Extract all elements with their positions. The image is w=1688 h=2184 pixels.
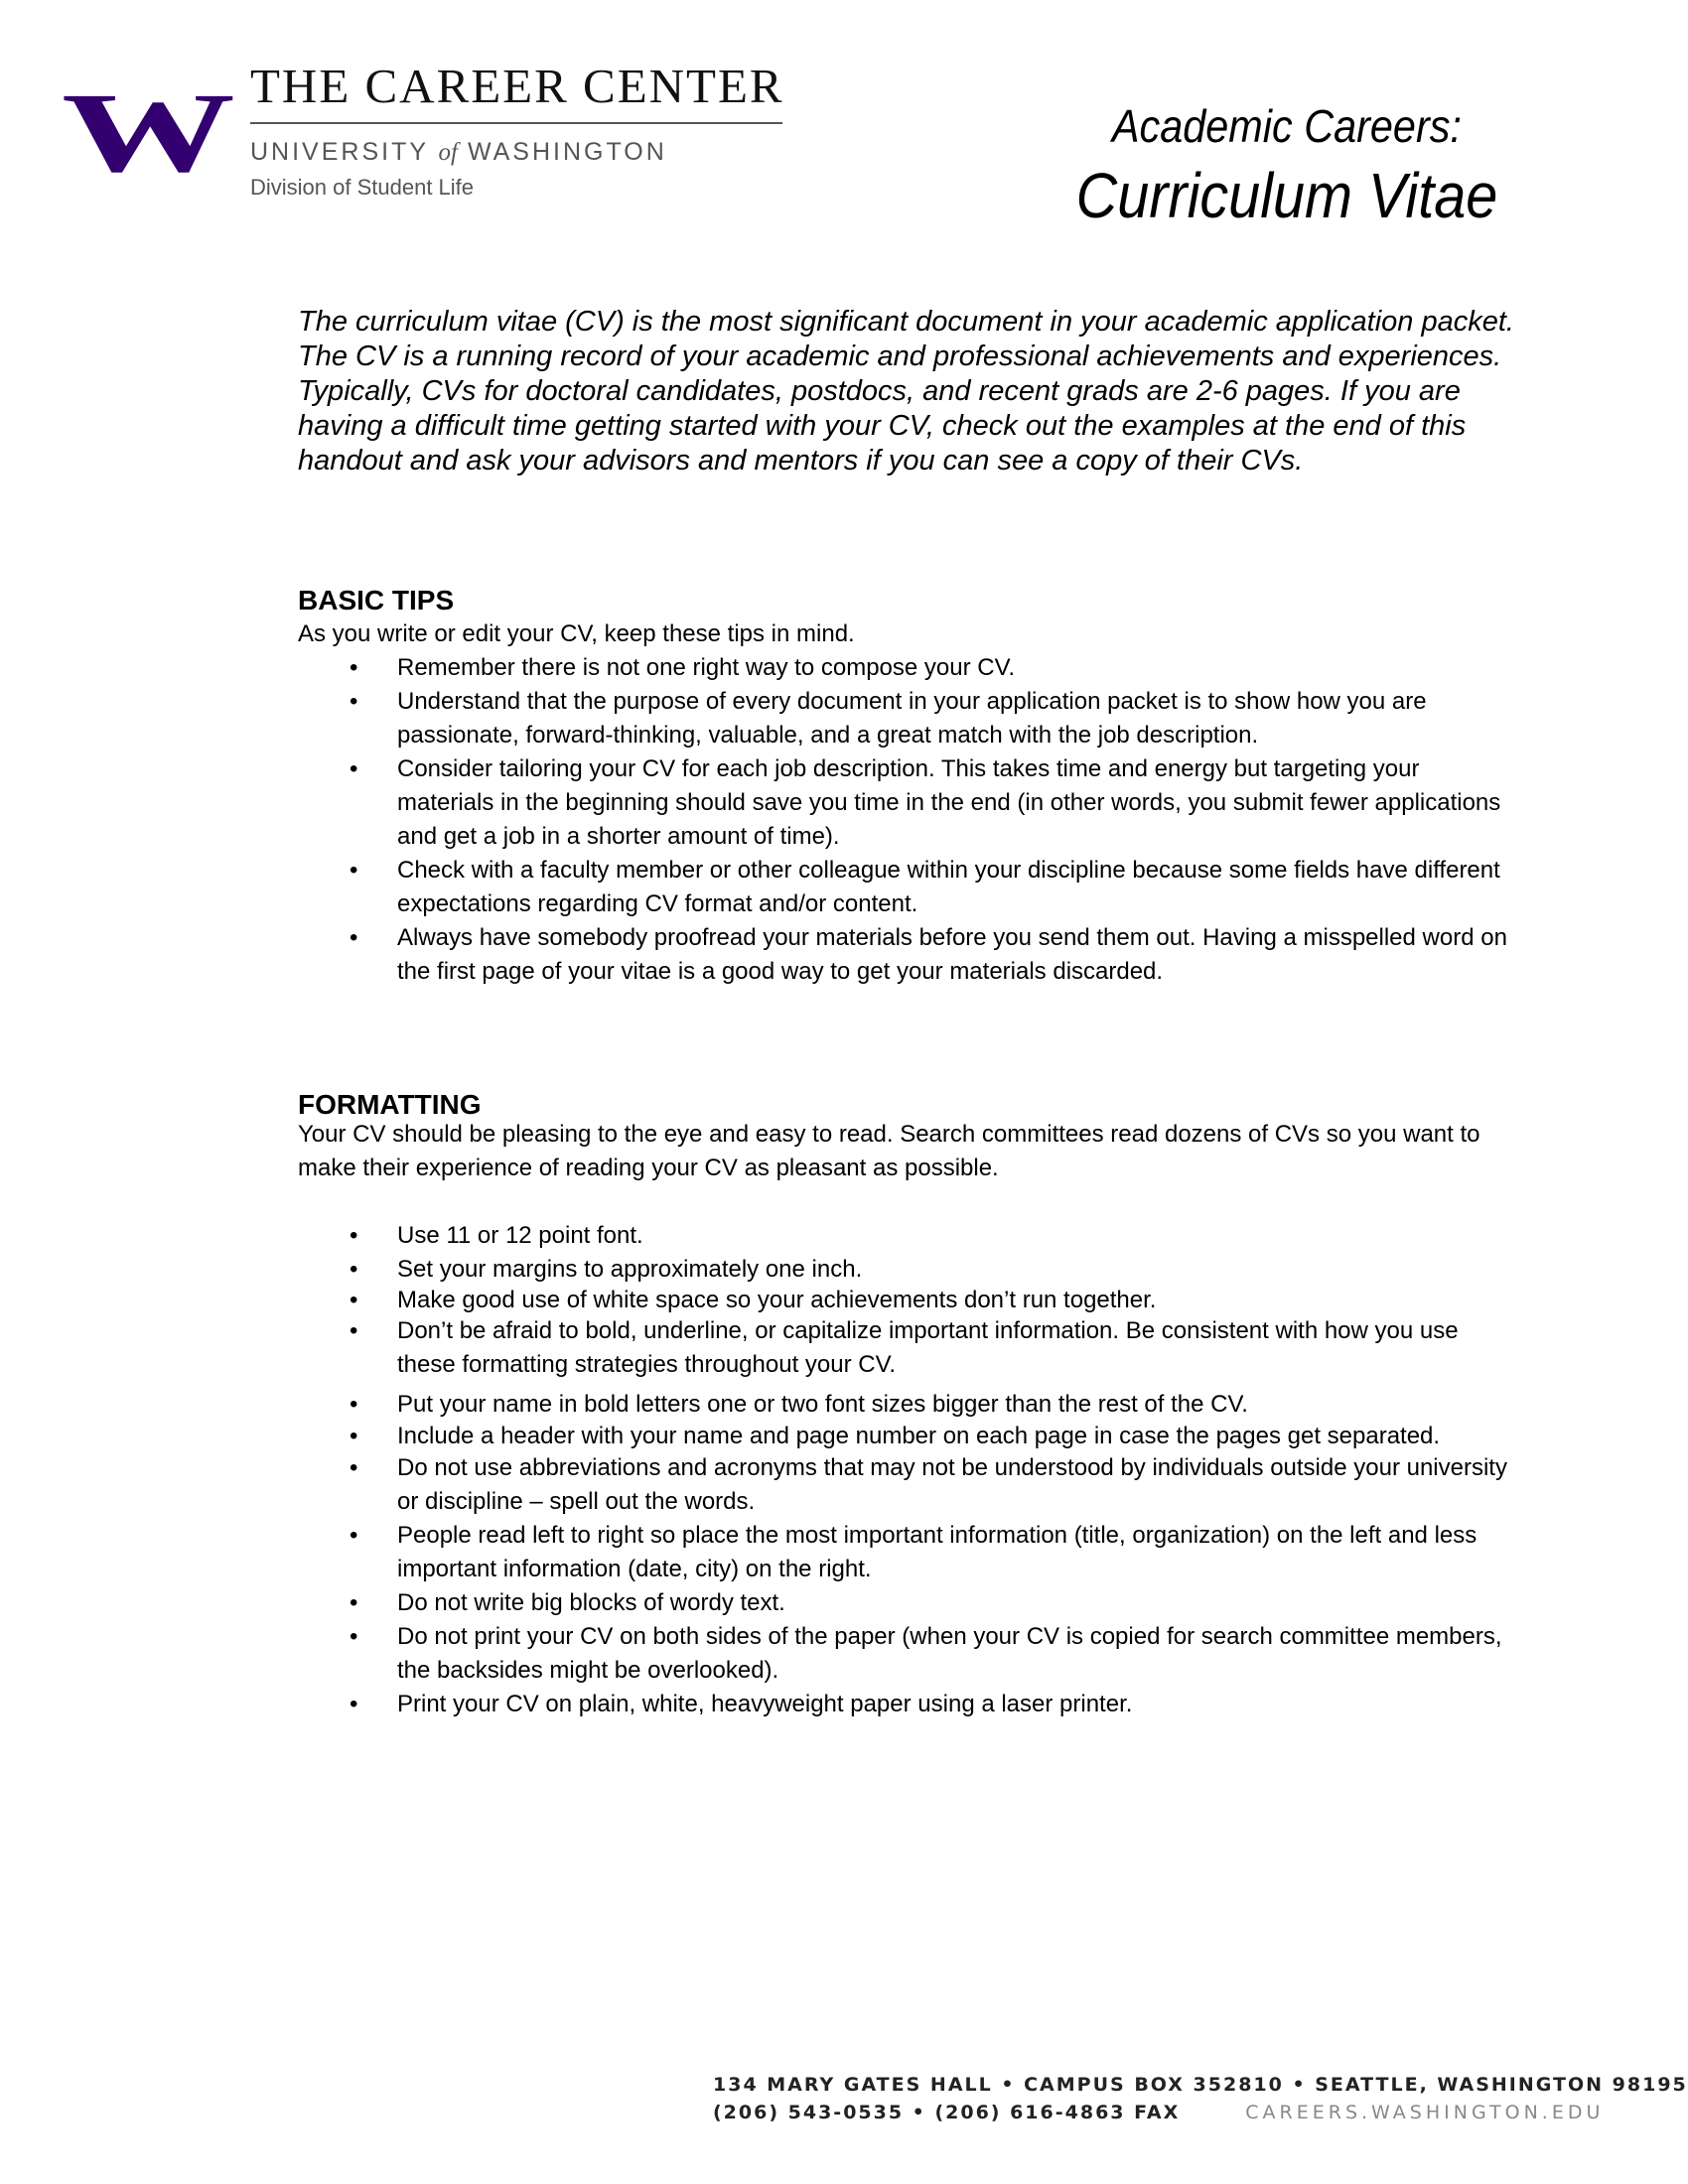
list-item-text: Print your CV on plain, white, heavyweight paper using a laser printer. — [397, 1691, 1133, 1717]
bullet-icon: • — [350, 1589, 358, 1616]
list-item-text: Set your margins to approximately one inch. — [397, 1256, 863, 1283]
intro-paragraph — [298, 305, 1519, 478]
document-title — [1053, 99, 1521, 232]
bullet-icon: • — [350, 1623, 358, 1650]
list-item-text: Put your name in bold letters one or two font sizes bigger than the rest of the CV. — [397, 1391, 1248, 1418]
list-item-text: Understand that the purpose of every document in your application packet is to show how you are passionate, forward-thinking, valuable, and a great match with the job description. — [397, 688, 1427, 749]
list-item-text: Do not print your CV on both sides of the paper (when your CV is copied for search committee members, the backsides might be overlooked). — [397, 1623, 1502, 1684]
footer-contact — [713, 2071, 1688, 2126]
footer-website-link[interactable]: CAREERS.WASHINGTON.EDU — [1245, 2102, 1605, 2123]
list-item — [298, 1688, 1519, 1721]
university-name — [250, 138, 784, 167]
footer-line-2 — [713, 2099, 1688, 2126]
formatting-lead: Your CV should be pleasing to the eye and easy to read. Search committees read dozens of CVs so you want to make their experience of reading your CV as pleasant as possible. — [298, 1121, 1480, 1181]
university-of: of — [438, 139, 458, 166]
uw-logo-icon — [62, 69, 235, 197]
list-item-text: Don’t be afraid to bold, underline, or capitalize important information. Be consistent with how you use these formatting strategies throughout your CV. — [397, 1317, 1459, 1378]
bullet-icon: • — [350, 857, 358, 884]
list-item-text: Make good use of white space so your achievements don’t run together. — [397, 1287, 1157, 1313]
basic-tips-section — [298, 584, 1519, 989]
logo-letter: W — [62, 69, 235, 197]
list-item-text: Use 11 or 12 point font. — [397, 1222, 643, 1249]
list-item-text: Check with a faculty member or other colleague within your discipline because some fields have different expectations regarding CV format and/or content. — [397, 857, 1500, 917]
bullet-icon: • — [350, 1522, 358, 1549]
title-subtitle: Academic Careers: — [1112, 100, 1463, 152]
intro-text-1: The curriculum vitae (CV) is the most significant document in your academic application packet. The CV is a running record of your academic and professional achievements and experiences. — [298, 306, 1514, 372]
title-main: Curriculum Vitae — [1075, 160, 1498, 231]
bullet-icon: • — [350, 1222, 358, 1249]
brand-divider — [250, 122, 782, 124]
bullet-icon: • — [350, 1317, 358, 1344]
bullet-icon: • — [350, 924, 358, 951]
list-item — [298, 1422, 1519, 1451]
formatting-section — [298, 1088, 1519, 1721]
center-name: THE CAREER CENTER — [250, 59, 784, 113]
formatting-list — [298, 1219, 1519, 1721]
list-item — [298, 1620, 1519, 1688]
university-pre: UNIVERSITY — [250, 138, 429, 166]
list-item — [298, 1287, 1519, 1314]
list-item-text: Always have somebody proofread your materials before you send them out. Having a misspelled word on the first page of your vitae is a good way to get your materials discarded. — [397, 924, 1507, 985]
footer-phone: (206) 543-0535 • (206) 616-4863 FAX — [713, 2102, 1181, 2123]
bullet-icon: • — [350, 1287, 358, 1313]
list-item — [298, 1586, 1519, 1620]
bullet-icon: • — [350, 1691, 358, 1717]
basic-tips-list — [298, 651, 1519, 989]
list-item-text: Do not use abbreviations and acronyms that may not be understood by individuals outside your university or discipline – spell out the words. — [397, 1454, 1507, 1515]
bullet-icon: • — [350, 1423, 358, 1449]
list-item — [298, 1388, 1519, 1422]
footer-address: 134 MARY GATES HALL • CAMPUS BOX 352810 • SEATTLE, WASHINGTON 98195 — [713, 2074, 1688, 2096]
list-item — [298, 1314, 1519, 1382]
bullet-icon: • — [350, 654, 358, 681]
list-item-text: Remember there is not one right way to compose your CV. — [397, 654, 1016, 681]
list-item — [298, 1451, 1519, 1519]
list-item — [298, 1253, 1519, 1287]
list-item — [298, 921, 1519, 989]
list-item — [298, 1219, 1519, 1253]
basic-tips-lead: As you write or edit your CV, keep these tips in mind. — [298, 620, 855, 647]
list-item — [298, 685, 1519, 752]
bullet-icon: • — [350, 1454, 358, 1481]
list-item — [298, 1519, 1519, 1586]
list-item-text: People read left to right so place the most important information (title, organization) on the left and less important information (date, city) on the right. — [397, 1522, 1477, 1582]
list-item — [298, 854, 1519, 921]
basic-tips-heading: BASIC TIPS — [298, 585, 455, 615]
intro-text-2: Typically, CVs for doctoral candidates, postdocs, and recent grads are 2-6 pages. If you are having a difficult time getting started with your CV, check out the examples at the end of this handout and ask your advisors and mentors if you can see a copy of their CVs. — [298, 375, 1467, 477]
bullet-icon: • — [350, 1256, 358, 1283]
list-item — [298, 752, 1519, 854]
brand-block — [250, 59, 784, 201]
bullet-icon: • — [350, 688, 358, 715]
list-item-text: Do not write big blocks of wordy text. — [397, 1589, 785, 1616]
list-item-text: Consider tailoring your CV for each job description. This takes time and energy but targeting your materials in the beginning should save you time in the end (in other words, you submit fewer applications and get a job in a shorter amount of time). — [397, 755, 1501, 850]
formatting-heading: FORMATTING — [298, 1089, 482, 1120]
division-name: Division of Student Life — [250, 175, 475, 200]
bullet-icon: • — [350, 1391, 358, 1418]
list-item — [298, 651, 1519, 685]
list-item-text: Include a header with your name and page number on each page in case the pages get separated. — [397, 1423, 1441, 1449]
bullet-icon: • — [350, 755, 358, 782]
university-post: WASHINGTON — [467, 138, 667, 166]
